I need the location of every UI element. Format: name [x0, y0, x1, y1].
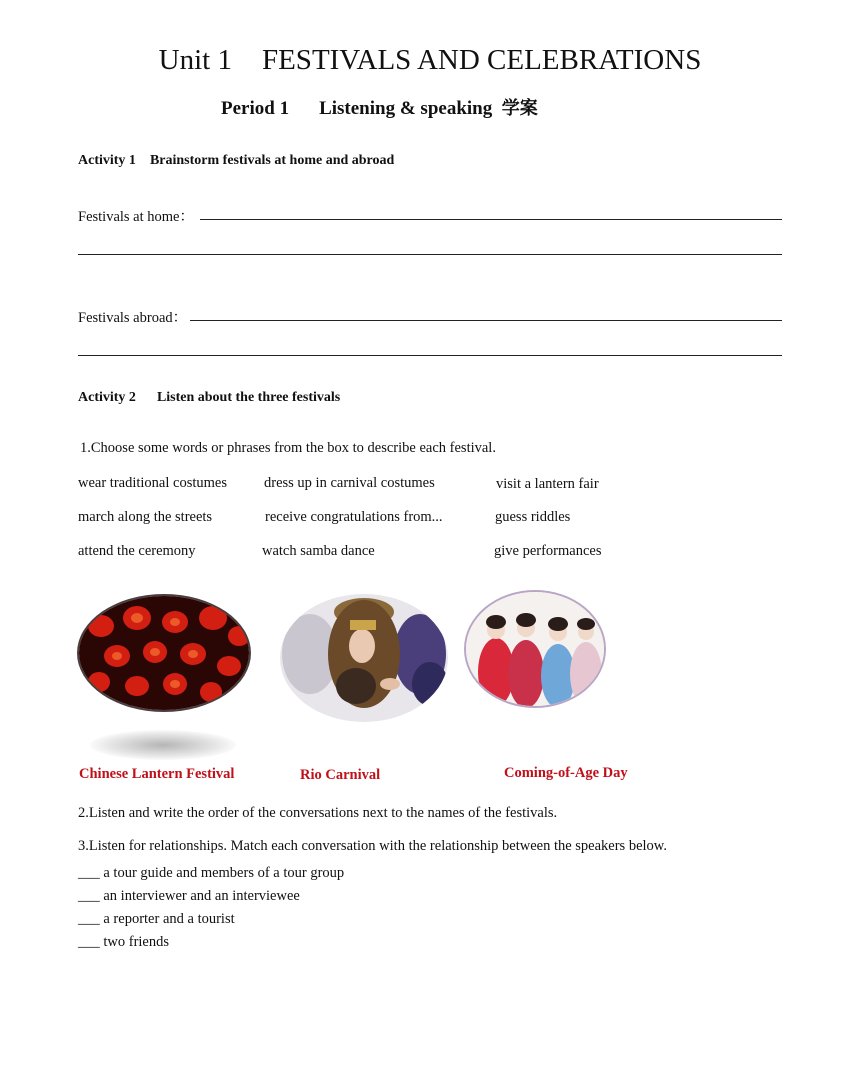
activity2-title: Listen about the three festivals: [156, 390, 341, 405]
festivals-home-answer-line[interactable]: [200, 219, 782, 220]
period-name: Listening & speaking: [319, 98, 493, 119]
task2-instruction: 2.Listen and write the order of the conversations next to the names of the festivals.: [78, 805, 558, 821]
relationship-item: ___ a reporter and a tourist: [78, 911, 235, 927]
phrase-item: march along the streets: [78, 509, 213, 525]
image-shadow: [90, 730, 236, 760]
activity1-heading: [78, 153, 394, 169]
unit-number: Unit 1: [158, 44, 232, 76]
task1-instruction: 1.Choose some words or phrases from the box to describe each festival.: [80, 440, 496, 456]
task3-instruction: 3.Listen for relationships. Match each conversation with the relationship between the speakers below.: [78, 838, 667, 854]
kimono-illustration: [466, 592, 606, 708]
caption-rio-carnival: Rio Carnival: [300, 767, 381, 783]
festivals-home-answer-line-2[interactable]: [78, 254, 782, 255]
festivals-abroad-answer-line[interactable]: [190, 320, 782, 321]
coming-of-age-day-image: [464, 590, 606, 708]
relationship-item: ___ a tour guide and members of a tour group: [78, 865, 345, 881]
carnival-illustration: [280, 594, 448, 722]
period-title: [221, 94, 538, 120]
period-number: Period 1: [221, 98, 290, 119]
phrase-item: visit a lantern fair: [496, 476, 599, 492]
caption-lantern-festival: Chinese Lantern Festival: [79, 766, 235, 782]
lantern-festival-image: [77, 594, 251, 712]
phrase-item: wear traditional costumes: [78, 475, 227, 491]
festivals-abroad-label: Festivals abroad：: [78, 310, 188, 326]
phrase-item: guess riddles: [495, 509, 571, 525]
phrase-item: attend the ceremony: [78, 543, 196, 559]
relationship-item: ___ an interviewer and an interviewee: [78, 888, 300, 904]
caption-coming-of-age-day: Coming-of-Age Day: [504, 765, 628, 781]
festivals-abroad-answer-line-2[interactable]: [78, 355, 782, 356]
activity2-heading: [78, 390, 340, 406]
phrase-item: give performances: [494, 543, 602, 559]
unit-name: FESTIVALS AND CELEBRATIONS: [261, 44, 702, 76]
unit-title: [0, 44, 860, 77]
activity1-label: Activity 1: [78, 153, 136, 168]
phrase-item: receive congratulations from...: [265, 509, 443, 525]
rio-carnival-image: [280, 594, 448, 722]
relationship-item: ___ two friends: [78, 934, 170, 950]
lantern-illustration: [79, 596, 251, 712]
festivals-home-label: Festivals at home：: [78, 209, 194, 225]
activity1-title: Brainstorm festivals at home and abroad: [149, 153, 395, 168]
phrase-item: watch samba dance: [262, 543, 375, 559]
period-tag: 学案: [501, 98, 538, 119]
activity2-label: Activity 2: [78, 390, 136, 405]
phrase-item: dress up in carnival costumes: [264, 475, 435, 491]
